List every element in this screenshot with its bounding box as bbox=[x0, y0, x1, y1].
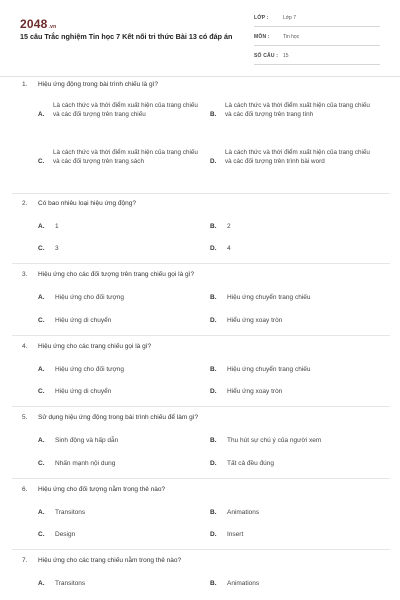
question-text: Hiệu ứng cho các đối tượng trên trang chiếu gọi là gì? bbox=[38, 271, 195, 278]
option-letter: C. bbox=[38, 531, 45, 538]
question-stem bbox=[22, 414, 198, 421]
option-d[interactable] bbox=[210, 317, 282, 324]
option-text: Insert bbox=[227, 531, 244, 538]
option-c[interactable] bbox=[38, 531, 75, 538]
option-text: Thu hút sự chú ý của người xem bbox=[227, 437, 322, 444]
option-text: 4 bbox=[227, 245, 231, 252]
meta-label: LỚP : bbox=[254, 15, 269, 21]
quiz-header bbox=[0, 0, 400, 82]
option-letter: B. bbox=[210, 223, 217, 230]
option-text: Là cách thức và thời điểm xuất hiện của trang chiếu và các đối tượng trên trang tính bbox=[225, 102, 370, 118]
option-text: 3 bbox=[55, 245, 59, 252]
option-letter: D. bbox=[210, 388, 217, 395]
option-letter: B. bbox=[210, 294, 217, 301]
option-text: Design bbox=[55, 531, 76, 538]
option-text: Hiệu ứng di chuyển bbox=[55, 388, 112, 395]
question-divider bbox=[12, 335, 390, 336]
option-d[interactable] bbox=[210, 148, 380, 178]
question-text: Hiệu ứng cho đối tượng nằm trong thẻ nào? bbox=[38, 486, 166, 493]
quiz-meta bbox=[254, 12, 380, 69]
option-a[interactable] bbox=[38, 509, 85, 516]
option-letter: D. bbox=[210, 531, 217, 538]
option-letter: C. bbox=[38, 317, 45, 324]
meta-value: 15 bbox=[283, 53, 289, 59]
question-divider bbox=[12, 549, 390, 550]
option-d[interactable] bbox=[210, 460, 274, 467]
option-a[interactable] bbox=[38, 580, 85, 587]
option-letter: B. bbox=[210, 366, 217, 373]
option-c[interactable] bbox=[38, 317, 111, 324]
question-number: 6. bbox=[22, 486, 28, 493]
question-stem bbox=[22, 343, 151, 350]
question-divider bbox=[12, 406, 390, 407]
option-text: Là cách thức và thời điểm xuất hiện của trang chiếu và các đối tượng trên trang sách bbox=[53, 149, 198, 165]
logo-tld: .vn bbox=[48, 24, 57, 30]
question-text: Hiệu ứng động trong bài trình chiếu là gì? bbox=[38, 81, 158, 88]
question-number: 4. bbox=[22, 343, 28, 350]
option-letter: B. bbox=[210, 111, 217, 118]
option-letter: A. bbox=[38, 223, 45, 230]
question-number: 3. bbox=[22, 271, 28, 278]
question-text: Sử dụng hiệu ứng động trong bài trình chiếu để làm gì? bbox=[38, 414, 199, 421]
question-stem bbox=[22, 81, 158, 88]
option-text: Sinh động và hấp dẫn bbox=[55, 437, 119, 444]
option-text: Hiệu ứng chuyển trang chiếu bbox=[227, 294, 311, 301]
header-divider bbox=[0, 76, 400, 77]
question-number: 1. bbox=[22, 81, 28, 88]
option-a[interactable] bbox=[38, 294, 124, 301]
meta-value: Lớp 7 bbox=[283, 15, 297, 21]
question-divider bbox=[12, 193, 390, 194]
option-text: Animations bbox=[227, 580, 260, 587]
option-text: Hiểu ứng xoay tròn bbox=[227, 388, 283, 395]
option-b[interactable] bbox=[210, 223, 231, 230]
quiz-title: 15 câu Trắc nghiệm Tin học 7 Kết nối tri thức Bài 13 có đáp án bbox=[20, 32, 233, 41]
question-divider bbox=[12, 478, 390, 479]
site-logo[interactable] bbox=[20, 17, 56, 31]
meta-label: MÔN : bbox=[254, 34, 270, 40]
option-text: Transitons bbox=[55, 580, 86, 587]
option-letter: C. bbox=[38, 460, 45, 467]
option-b[interactable] bbox=[210, 366, 311, 373]
option-letter: A. bbox=[38, 580, 45, 587]
option-b[interactable] bbox=[210, 437, 321, 444]
option-text: Hiệu ứng di chuyển bbox=[55, 317, 112, 324]
option-text: Hiệu ứng cho đối tượng bbox=[55, 366, 124, 373]
logo-text: 2048 bbox=[20, 17, 48, 31]
option-letter: A. bbox=[38, 294, 45, 301]
option-letter: A. bbox=[38, 366, 45, 373]
question-stem bbox=[22, 557, 181, 564]
meta-row-count bbox=[254, 50, 380, 65]
option-text: Transitons bbox=[55, 509, 86, 516]
option-text: Nhấn mạnh nội dung bbox=[55, 460, 116, 467]
option-text: 1 bbox=[55, 223, 59, 230]
option-letter: B. bbox=[210, 509, 217, 516]
option-b[interactable] bbox=[210, 101, 380, 131]
option-b[interactable] bbox=[210, 580, 259, 587]
option-text: 2 bbox=[227, 223, 231, 230]
option-a[interactable] bbox=[38, 223, 59, 230]
option-b[interactable] bbox=[210, 294, 311, 301]
option-text: Là cách thức và thời điểm xuất hiện của trang chiếu và các đối tượng trên trang chiếu bbox=[53, 102, 198, 118]
option-d[interactable] bbox=[210, 531, 243, 538]
option-a[interactable] bbox=[38, 366, 124, 373]
question-stem bbox=[22, 200, 136, 207]
meta-row-subject bbox=[254, 31, 380, 46]
option-letter: C. bbox=[38, 388, 45, 395]
question-text: Hiệu ứng cho các trang chiếu gọi là gì? bbox=[38, 343, 152, 350]
option-a[interactable] bbox=[38, 101, 208, 131]
question-number: 7. bbox=[22, 557, 28, 564]
meta-row-class bbox=[254, 12, 380, 27]
option-text: Hiệu ứng chuyển trang chiếu bbox=[227, 366, 311, 373]
option-text: Animations bbox=[227, 509, 260, 516]
option-a[interactable] bbox=[38, 437, 118, 444]
option-letter: D. bbox=[210, 158, 217, 165]
option-c[interactable] bbox=[38, 460, 115, 467]
question-number: 2. bbox=[22, 200, 28, 207]
option-text: Hiểu ứng xoay tròn bbox=[227, 317, 283, 324]
question-text: Hiệu ứng cho các trang chiếu nằm trong thẻ nào? bbox=[38, 557, 182, 564]
option-c[interactable] bbox=[38, 245, 59, 252]
option-text: Là cách thức và thời điểm xuất hiện của trang chiếu và các đối tượng trên trình bài word bbox=[225, 149, 370, 165]
option-letter: D. bbox=[210, 317, 217, 324]
question-number: 5. bbox=[22, 414, 28, 421]
option-letter: C. bbox=[38, 245, 45, 252]
meta-value: Tin học bbox=[283, 34, 300, 40]
option-letter: C. bbox=[38, 158, 45, 165]
option-letter: B. bbox=[210, 580, 217, 587]
question-text: Có bao nhiêu loại hiệu ứng động? bbox=[38, 200, 136, 207]
option-letter: A. bbox=[38, 509, 45, 516]
option-text: Tất cả đều đúng bbox=[227, 460, 274, 467]
meta-label: SỐ CÂU : bbox=[254, 53, 279, 59]
question-stem bbox=[22, 486, 165, 493]
option-letter: B. bbox=[210, 437, 217, 444]
question-divider bbox=[12, 263, 390, 264]
option-letter: A. bbox=[38, 111, 45, 118]
option-c[interactable] bbox=[38, 388, 111, 395]
option-d[interactable] bbox=[210, 245, 231, 252]
option-b[interactable] bbox=[210, 509, 259, 516]
option-c[interactable] bbox=[38, 148, 208, 178]
option-letter: A. bbox=[38, 437, 45, 444]
question-stem bbox=[22, 271, 194, 278]
option-text: Hiệu ứng cho đối tượng bbox=[55, 294, 124, 301]
option-letter: D. bbox=[210, 460, 217, 467]
option-d[interactable] bbox=[210, 388, 282, 395]
option-letter: D. bbox=[210, 245, 217, 252]
